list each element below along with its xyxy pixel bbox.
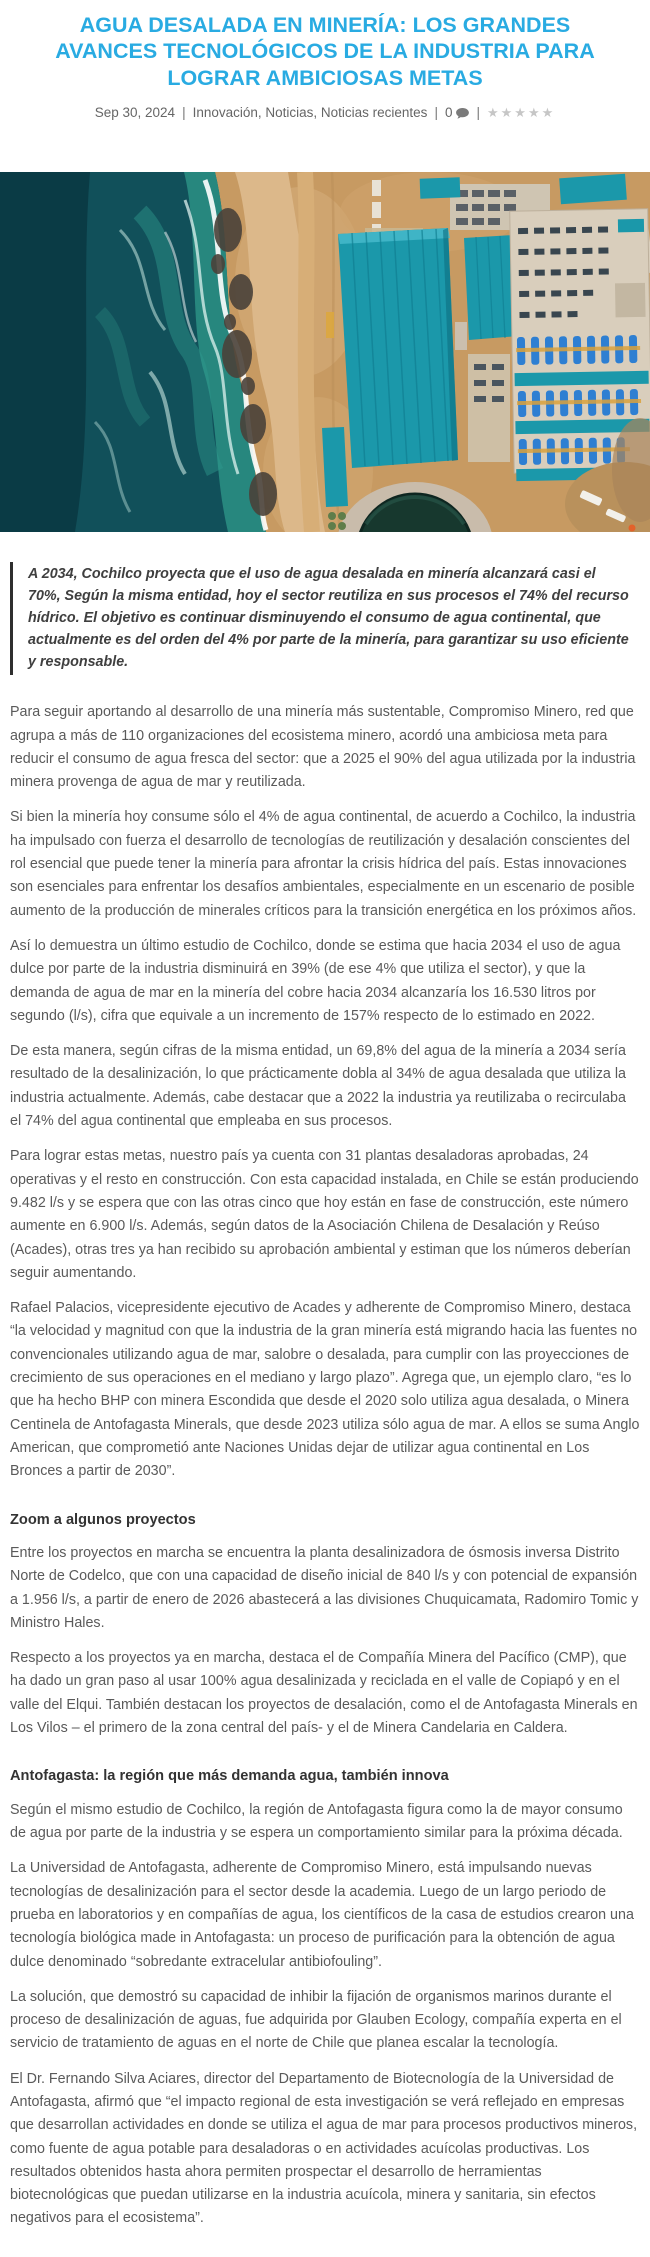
paragraph: Así lo demuestra un último estudio de Cochilco, donde se estima que hacia 2034 el uso de agua dulce por parte de la industria disminuirá en 39% (de ese 4% que utiliza el sector), y que la demanda de agua de mar en la minería del cobre hacia 2034 alcanzaría los 16.530 litros por segundo (l/s), cifra que equivale a un incremento de 157% respecto de lo estimado en 2022.: [10, 937, 621, 1024]
comment-bubble-icon: [456, 107, 469, 118]
paragraph: La Universidad de Antofagasta, adherente de Compromiso Minero, está impulsando nuevas tecnologías de desalinización para el sector desde la academia. Luego de un largo periodo de prueba en laboratorios y en compañías de agua, los científicos de la casa de estudios crearon una tecnología biológica made in Antofagasta: un proceso de purificación para la obtención de agua dulce denominado “sobredante extracelular antibiofouling”.: [10, 1860, 634, 1970]
paragraph: Rafael Palacios, vicepresidente ejecutivo de Acades y adherente de Compromiso Minero, destaca “la velocidad y magnitud con que la industria de la gran minería está migrando hacia las fuentes no convencionales utilizando agua de mar, salobre o desalada, para cumplir con las proyecciones de crecimiento de sus operaciones en el mediano y largo plazo”. Agrega que, un ejemplo claro, “es lo que ha hecho BHP con minera Escondida que desde el 2020 solo utiliza agua desalada, o Minera Centinela de Antofagasta Minerals, que desde 2023 utiliza sólo agua de mar. A ellos se suma Anglo American, que comprometió ante Naciones Unidas dejar de utilizar agua continental en Los Bronces a partir de 2030”.: [10, 1300, 640, 1480]
section-heading-projects: Zoom a algunos proyectos: [10, 1511, 196, 1528]
article-body: [0, 701, 650, 2256]
paragraph: Según el mismo estudio de Cochilco, la región de Antofagasta figura como la de mayor consumo de agua por parte de la industria y se espera un comportamiento similar para la próxima década.: [10, 1801, 623, 1842]
meta-separator: |: [182, 105, 186, 121]
comment-count-value: 0: [444, 105, 453, 121]
hero-image-canvas: [0, 172, 650, 532]
paragraph: Para lograr estas metas, nuestro país ya cuenta con 31 plantas desaladoras aprobadas, 24 operativas y el resto en construcción. Con esta capacidad instalada, en Chile se están produciendo 9.482 l/s y se espera que con las otras cinco que hoy están en fase de construcción, este número aumente en 6.900 l/s. Además, según datos de la Asociación Chilena de Desalación y Reúso (Acades), otras tres ya han recibido su aprobación ambiental y estiman que los números deberían seguir aumentando.: [10, 1148, 639, 1281]
hero-image-aerial-desalination-plant: [0, 172, 650, 532]
paragraph: De esta manera, según cifras de la misma entidad, un 69,8% del agua de la minería a 2034 sería resultado de la desalinización, lo que prácticamente dobla al 34% de agua desalada que utiliza la industria actualmente. Además, cabe destacar que a 2022 la industria ya reutilizaba o recirculaba el 74% del agua continental que empleaba en sus procesos.: [10, 1043, 626, 1130]
paragraph: Para seguir aportando al desarrollo de una minería más sustentable, Compromiso Minero, red que agrupa a más de 110 organizaciones del ecosistema minero, acordó una ambiciosa meta para reducir el consumo de agua fresca del sector: que a 2025 el 90% del agua utilizada por la industria minera provenga de agua de mar y reutilizada.: [10, 704, 636, 791]
meta-separator: |: [434, 105, 438, 121]
rating-stars[interactable]: ★★★★★: [486, 105, 556, 121]
post-meta: [0, 105, 650, 120]
paragraph: El Dr. Fernando Silva Aciares, director del Departamento de Biotecnología de la Universidad de Antofagasta, afirmó que “el impacto regional de esta investigación se verá reflejado en empresas que desarrollan actividades en donde se utiliza el agua de mar para procesos productivos mineros, como fuente de agua potable para desaladoras o en actividades acuícolas productivas. Los resultados obtenidos hasta ahora permiten prospectar el desarrollo de herramientas biotecnológicas que puedan utilizarse en la industria acuícola, minera y sanitaria, sin efectos negativos para el ecosistema”.: [10, 2070, 638, 2227]
lead-quote: A 2034, Cochilco proyecta que el uso de agua desalada en minería alcanzará casi el 70%, Según la misma entidad, hoy el sector reutiliza en sus procesos el 74% del recurso hídrico. El objetivo es continuar disminuyendo el consumo de agua continental, que actualmente es del orden del 4% por parte de la minería, para garantizar su uso eficiente y responsable.: [10, 562, 640, 675]
section-heading-antofagasta: Antofagasta: la región que más demanda agua, también innova: [10, 1768, 449, 1785]
access-road: [305, 172, 312, 532]
post-header: [0, 0, 650, 120]
main-warehouse-teal-roof: [338, 228, 458, 468]
paragraph: Si bien la minería hoy consume sólo el 4% de agua continental, de acuerdo a Cochilco, la industria ha impulsado con fuerza el desarrollo de tecnologías de reutilización y desalación conscientes del rol esencial que puede tener la minería para afrontar la crisis hídrica del país. Estas innovaciones son esenciales para enfrentar los desafíos ambientales, especialmente en un escenario de posible aumento de la producción de minerales críticos para la transición energética en los próximos años.: [10, 809, 637, 919]
post-date: Sep 30, 2024: [94, 105, 176, 121]
comment-count-link[interactable]: [445, 105, 470, 120]
equipment-pad: [468, 354, 510, 462]
paragraph: Entre los proyectos en marcha se encuentra la planta desalinizadora de ósmosis inversa Distrito Norte de Codelco, que con una capacidad de diseño inicial de 840 l/s y con potencial de expansión a 1.956 l/s, a partir de enero de 2026 abastecerá a las divisiones Chuquicamata, Radomiro Tomic y Ministro Hales.: [10, 1544, 639, 1631]
paragraph: Respecto a los proyectos ya en marcha, destaca el de Compañía Minera del Pacífico (CMP), que ha dado un gran paso al usar 100% agua desalinizada y reciclada en el valle de Copiapó y en el valle del Elqui. También destacan los proyectos de desalación, como el de Antofagasta Minerals en Los Vilos – el primero de la zona central del país- y el de Minera Candelaria en Caldera.: [10, 1650, 638, 1736]
category-links[interactable]: Innovación, Noticias, Noticias recientes: [192, 105, 428, 121]
meta-separator: |: [476, 105, 480, 121]
small-teal-building: [322, 427, 348, 507]
paragraph: La solución, que demostró su capacidad de inhibir la fijación de organismos marinos durante el proceso de desalinización de aguas, fue adquirida por Glauben Ecology, compañía experta en el servicio de tratamiento de aguas en el norte de Chile que planea escalar la tecnología.: [10, 1988, 622, 2052]
page-title: AGUA DESALADA EN MINERÍA: LOS GRANDES AVANCES TECNOLÓGICOS DE LA INDUSTRIA PARA LOGRAR AMBICIOSAS METAS: [55, 13, 595, 90]
